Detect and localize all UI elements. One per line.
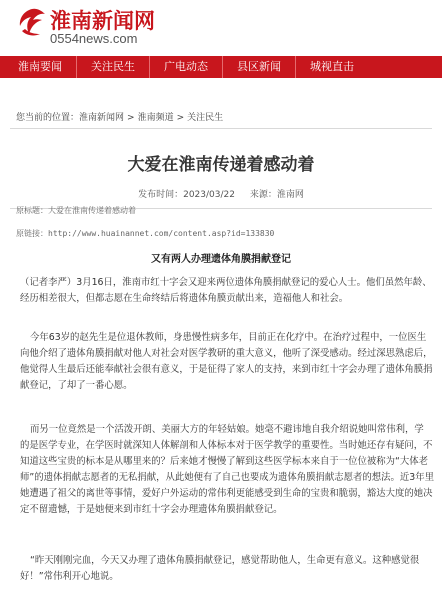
breadcrumb-separator: >	[127, 113, 135, 123]
paragraph-line: 定不留遗憾，于是她便来到市红十字会办理遗体角膜捐献登记。	[20, 504, 283, 515]
paragraph-line: 师”的遗体捐献志愿者的无私捐献，从此她便有了自己也要成为遗体角膜捐献志愿者的想法。近3年里	[20, 472, 434, 483]
breadcrumb	[16, 110, 223, 123]
paragraph-line: 他觉得人生最后还能奉献社会很有意义，于是征得了家人的支持，来到市红十字会办理了遗体角膜捐	[20, 364, 433, 375]
paragraph-line: 而另一位竟然是一个活泼开朗、美丽大方的年轻姑娘。她毫不避讳地自我介绍说她叫常伟利，学	[30, 424, 424, 435]
source-label: 来源：	[249, 190, 277, 200]
original-title-label: 原标题：	[16, 206, 48, 215]
paragraph-line: （记者李严）3月16日，淮南市红十字会又迎来两位遗体角膜捐献登记的爱心人士。他们虽然年龄、	[20, 277, 432, 288]
breadcrumb-divider	[10, 128, 432, 129]
nav-item-county-news[interactable]: 县区新闻	[237, 60, 281, 73]
nav-item-broadcast[interactable]: 广电动态	[164, 60, 208, 73]
publish-info	[138, 190, 235, 200]
breadcrumb-link-channel[interactable]: 淮南频道	[137, 113, 174, 123]
paragraph-line: 好！”常伟利开心地说。	[20, 571, 119, 582]
paragraph-line: 经历相差很大，但都志愿在生命终结后将遗体角膜贡献出来，造福他人和社会。	[20, 293, 349, 304]
original-link-url[interactable]: http://www.huainannet.com/content.asp?id=133830	[48, 229, 275, 238]
original-title-text: 大爱在淮南传递着感动着	[48, 206, 136, 215]
logo-chinese-name: 淮南新闻网	[50, 9, 155, 33]
source-info	[250, 190, 304, 200]
paragraph-line: 向他介绍了遗体角膜捐献对他人对社会对医学教研的重大意义，他听了深受感动。经过深思熟虑后，	[20, 348, 433, 359]
paragraph-line: 的是医学专业，在学医时就深知人体解剖和人体标本对于医学教学的重要性。当时她还存有疑问，不	[20, 440, 433, 451]
original-link-label: 原链接：	[16, 229, 48, 238]
main-nav	[0, 56, 442, 78]
article-title: 大爱在淮南传递着感动着	[127, 155, 315, 175]
breadcrumb-prefix: 您当前的位置：	[16, 113, 80, 123]
nav-item-livelihood[interactable]: 关注民生	[91, 60, 135, 73]
article-meta	[0, 187, 442, 200]
site-header	[0, 0, 442, 52]
nav-item-city-view[interactable]: 城视直击	[310, 60, 354, 73]
source-name: 淮南网	[276, 190, 304, 200]
publish-label: 发布时间：	[138, 190, 184, 200]
article-paragraph-2	[20, 330, 433, 394]
article-paragraph-1	[20, 275, 432, 307]
paragraph-line: “昨天刚刚完血，今天又办理了遗体角膜捐献登记，感觉帮助他人，生命更有意义。这种感觉很	[30, 555, 420, 566]
publish-date: 2023/03/22	[183, 190, 235, 200]
paragraph-line: 献登记，了却了一番心愿。	[20, 380, 133, 391]
article-paragraph-3	[20, 422, 434, 518]
paragraph-line: 她遭遇了祖父的离世等事情，爱好户外运动的常伟利更能感受到生命的宝贵和脆弱，豁达大度的她决	[20, 488, 433, 499]
article-subtitle: 又有两人办理遗体角膜捐献登记	[151, 254, 291, 265]
original-link-line	[16, 228, 274, 239]
logo-mark-icon	[16, 7, 48, 39]
logo-domain: 0554news.com	[50, 31, 138, 46]
breadcrumb-link-section[interactable]: 关注民生	[187, 113, 224, 123]
site-logo[interactable]	[16, 5, 176, 47]
paragraph-line: 知道这些宝贵的标本是从哪里来的？后来她才慢慢了解到这些医学标本来自于一位位被称为“大体老	[20, 456, 428, 467]
paragraph-line: 今年63岁的赵先生是位退休教师，身患慢性病多年，目前正在化疗中。在治疗过程中，一位医生	[30, 332, 427, 343]
breadcrumb-link-home[interactable]: 淮南新闻网	[79, 113, 125, 123]
article-paragraph-4	[20, 553, 428, 585]
nav-item-huainan-news[interactable]: 淮南要闻	[18, 60, 62, 73]
original-title-line	[16, 205, 136, 216]
breadcrumb-separator: >	[176, 113, 185, 123]
